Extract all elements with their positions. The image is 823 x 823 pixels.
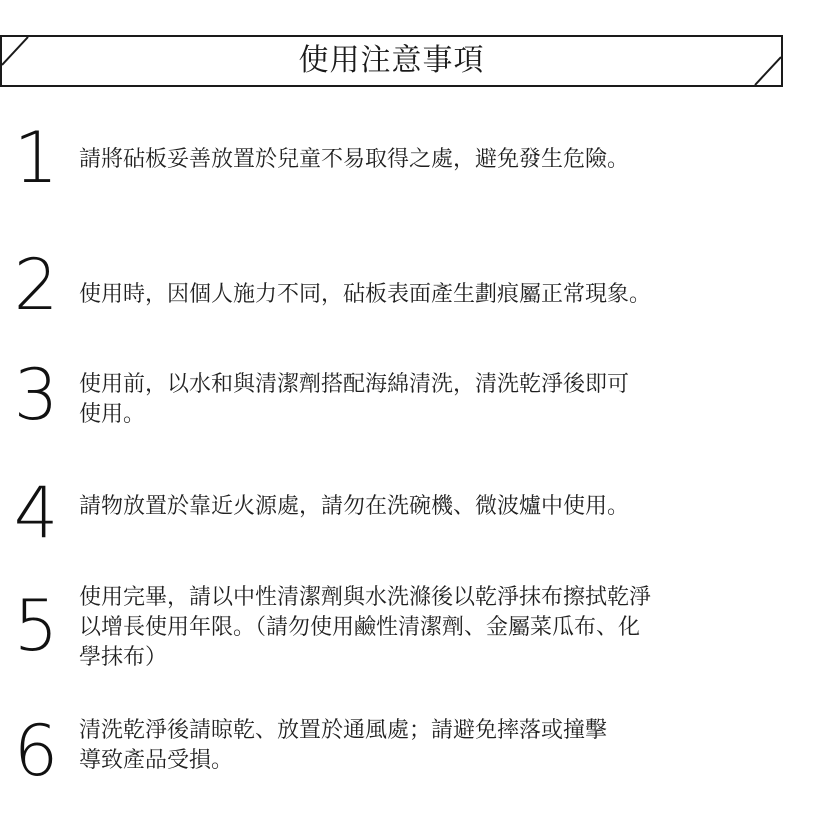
- item-number: 5: [13, 585, 59, 667]
- title-banner: [0, 35, 783, 87]
- item-text: 請將砧板妥善放置於兒童不易取得之處，避免發生危險。: [79, 147, 630, 172]
- corner-slash-bottom-right: [751, 55, 781, 85]
- item-number: 6: [13, 710, 59, 792]
- item-text: 清洗乾淨後請晾乾、放置於通風處；請避免摔落或撞擊 導致產品受損。: [79, 718, 608, 773]
- item-text: 使用前，以水和與清潔劑搭配海綿清洗，清洗乾淨後即可 使用。: [79, 372, 630, 427]
- item-number: 2: [13, 244, 59, 326]
- item-text: 使用時，因個人施力不同，砧板表面產生劃痕屬正常現象。: [79, 282, 652, 307]
- item-number: 4: [13, 472, 59, 554]
- item-text: 使用完畢，請以中性清潔劑與水洗滌後以乾淨抹布擦拭乾淨 以增長使用年限。（請勿使用鹼性清潔劑、金屬菜瓜布、化 學抹布）: [79, 585, 652, 670]
- item-number: 3: [13, 354, 59, 436]
- item-number: 1: [13, 117, 59, 199]
- page-title: 使用注意事項: [298, 43, 485, 78]
- item-text: 請物放置於靠近火源處，請勿在洗碗機、微波爐中使用。: [79, 494, 630, 519]
